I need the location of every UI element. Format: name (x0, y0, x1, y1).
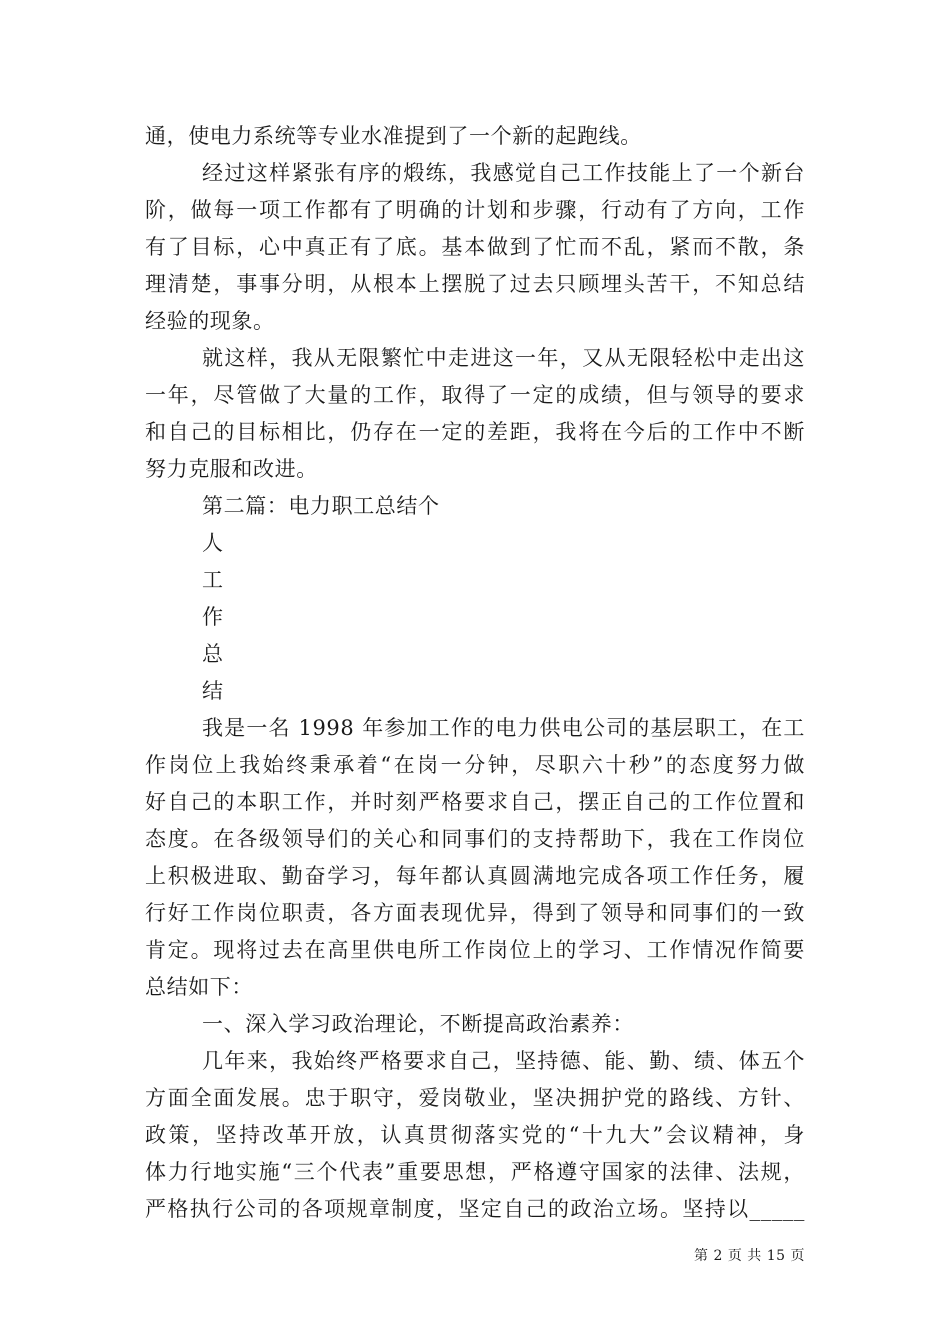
text-line: 方面全面发展。忠于职守，爱岗敬业，坚决拥护党的路线、方针、 (145, 1086, 805, 1110)
section-heading-char: 总 (202, 642, 224, 666)
text-line: 通，使电力系统等专业水准提到了一个新的起跑线。 (145, 124, 642, 148)
text-line: 总结如下： (145, 975, 253, 999)
text-line: 政策，坚持改革开放，认真贯彻落实党的“十九大”会议精神，身 (145, 1123, 805, 1147)
page-number-footer: 第 2 页 共 15 页 (694, 1248, 805, 1264)
text-line: 上积极进取、勤奋学习，每年都认真圆满地完成各项工作任务，履 (145, 864, 805, 888)
text-line: 就这样，我从无限繁忙中走进这一年，又从无限轻松中走出这 (202, 346, 805, 370)
text-line: 体力行地实施“三个代表”重要思想，严格遵守国家的法律、法规， (145, 1160, 805, 1184)
text-line: 有了目标，心中真正有了底。基本做到了忙而不乱，紧而不散，条 (145, 235, 805, 259)
text-line: 几年来，我始终严格要求自己，坚持德、能、勤、绩、体五个 (202, 1049, 805, 1073)
subsection-heading: 一、深入学习政治理论，不断提高政治素养： (202, 1012, 634, 1036)
text-line: 阶，做每一项工作都有了明确的计划和步骤，行动有了方向，工作 (145, 198, 805, 222)
text-line: 肯定。现将过去在高里供电所工作岗位上的学习、工作情况作简要 (145, 938, 805, 962)
text-line: 努力克服和改进。 (145, 457, 318, 481)
section-heading-char: 工 (202, 568, 224, 592)
text-line: 态度。在各级领导们的关心和同事们的支持帮助下，我在工作岗位 (145, 827, 805, 851)
text-line: 理清楚，事事分明，从根本上摆脱了过去只顾埋头苦干，不知总结 (145, 272, 805, 296)
document-body (145, 118, 805, 1228)
text-line: 经过这样紧张有序的煅练，我感觉自己工作技能上了一个新台 (202, 161, 805, 185)
section-heading: 第二篇：电力职工总结个 (202, 494, 440, 518)
text-line: 我是一名 1998 年参加工作的电力供电公司的基层职工，在工 (202, 716, 805, 740)
section-heading-char: 人 (202, 531, 224, 555)
section-heading-char: 作 (202, 605, 224, 629)
section-heading-char: 结 (202, 679, 224, 703)
text-line: 和自己的目标相比，仍存在一定的差距，我将在今后的工作中不断 (145, 420, 805, 444)
text-line: 行好工作岗位职责，各方面表现优异，得到了领导和同事们的一致 (145, 901, 805, 925)
text-line: 好自己的本职工作，并时刻严格要求自己，摆正自己的工作位置和 (145, 790, 805, 814)
text-line: 一年，尽管做了大量的工作，取得了一定的成绩，但与领导的要求 (145, 383, 805, 407)
text-line: 严格执行公司的各项规章制度，坚定自己的政治立场。坚持以_____ (145, 1197, 805, 1221)
text-line: 经验的现象。 (145, 309, 275, 333)
text-line: 作岗位上我始终秉承着“在岗一分钟，尽职六十秒”的态度努力做 (145, 753, 805, 777)
